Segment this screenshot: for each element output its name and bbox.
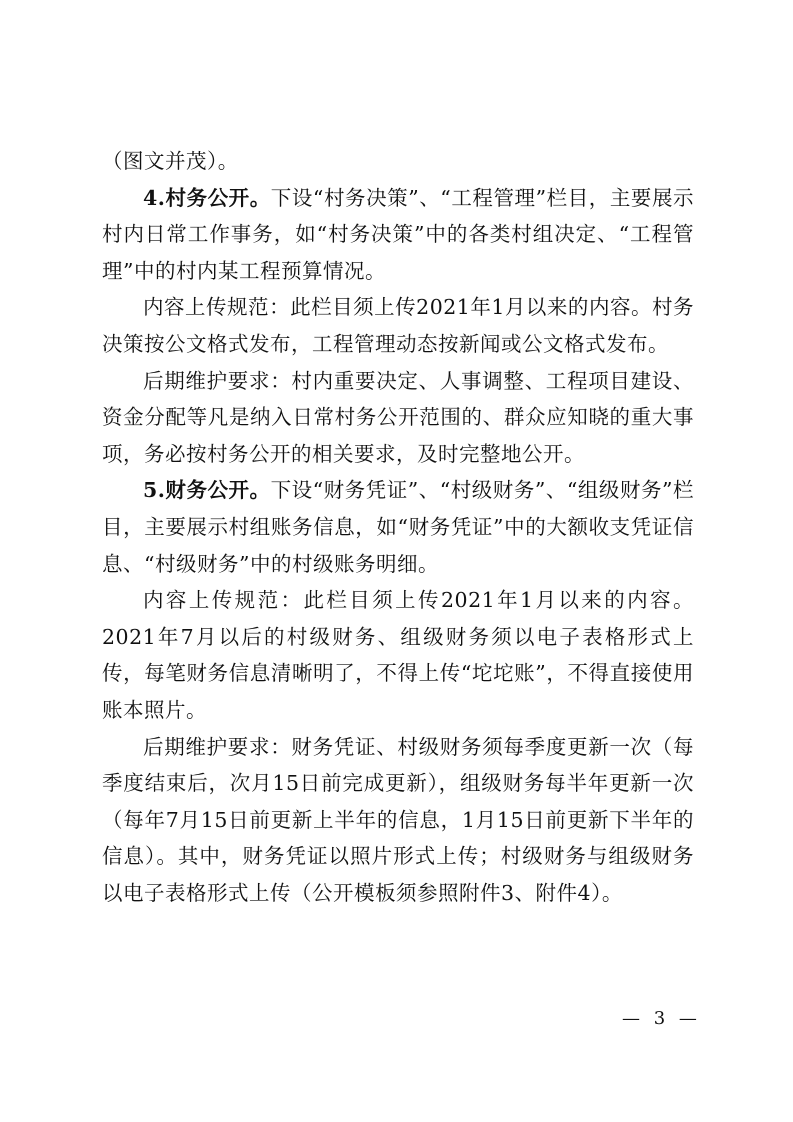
section-heading-finance: 5.财务公开。 bbox=[143, 478, 271, 503]
paragraph-village-upload-rules bbox=[102, 289, 694, 362]
paragraph-text: 后期维护要求：财务凭证、村级财务须每季度更新一次（每季度结束后，次月15日前完成更新），组级财务每半年更新一次（每年7月15日前更新上半年的信息，1月15日前更新下半年的信息）。其中，财务凭证以照片形式上传；村级财务与组级财务以电子表格形式上传（公开模板须参照附件3、附件4）。 bbox=[102, 734, 694, 905]
paragraph-text: 下设“财务凭证”、“村级财务”、“组级财务”栏目，主要展示村组账务信息，如“财务凭证”中的大额收支凭证信息、“村级财务”中的村级账务明细。 bbox=[102, 478, 694, 576]
paragraph-village-maintenance bbox=[102, 363, 694, 473]
paragraph-text: （图文并茂）。 bbox=[102, 149, 239, 173]
page-number: — 3 — bbox=[622, 1008, 701, 1029]
paragraph-text: 下设“村务决策”、“工程管理”栏目，主要展示村内日常工作事务，如“村务决策”中的各类村组决定、“工程管理”中的村内某工程预算情况。 bbox=[102, 185, 695, 283]
paragraph-finance-upload-rules bbox=[102, 582, 694, 728]
paragraph-text: 内容上传规范：此栏目须上传2021年1月以来的内容。2021年7月以后的村级财务、组级财务须以电子表格形式上传，每笔财务信息清晰明了，不得上传“坨坨账”，不得直接使用账本照片。 bbox=[102, 588, 694, 722]
paragraph-village-affairs-heading bbox=[102, 180, 694, 290]
section-heading-village-affairs: 4.村务公开。 bbox=[143, 185, 271, 210]
paragraph-text: 后期维护要求：村内重要决定、人事调整、工程项目建设、资金分配等凡是纳入日常村务公开范围的、群众应知晓的重大事项，务必按村务公开的相关要求，及时完整地公开。 bbox=[102, 368, 694, 466]
paragraph-text: 内容上传规范：此栏目须上传2021年1月以来的内容。村务决策按公文格式发布，工程管理动态按新闻或公文格式发布。 bbox=[102, 295, 694, 356]
paragraph-finance-heading bbox=[102, 472, 694, 582]
paragraph-continuation bbox=[102, 143, 694, 180]
paragraph-finance-maintenance bbox=[102, 729, 694, 912]
document-body bbox=[102, 143, 694, 911]
